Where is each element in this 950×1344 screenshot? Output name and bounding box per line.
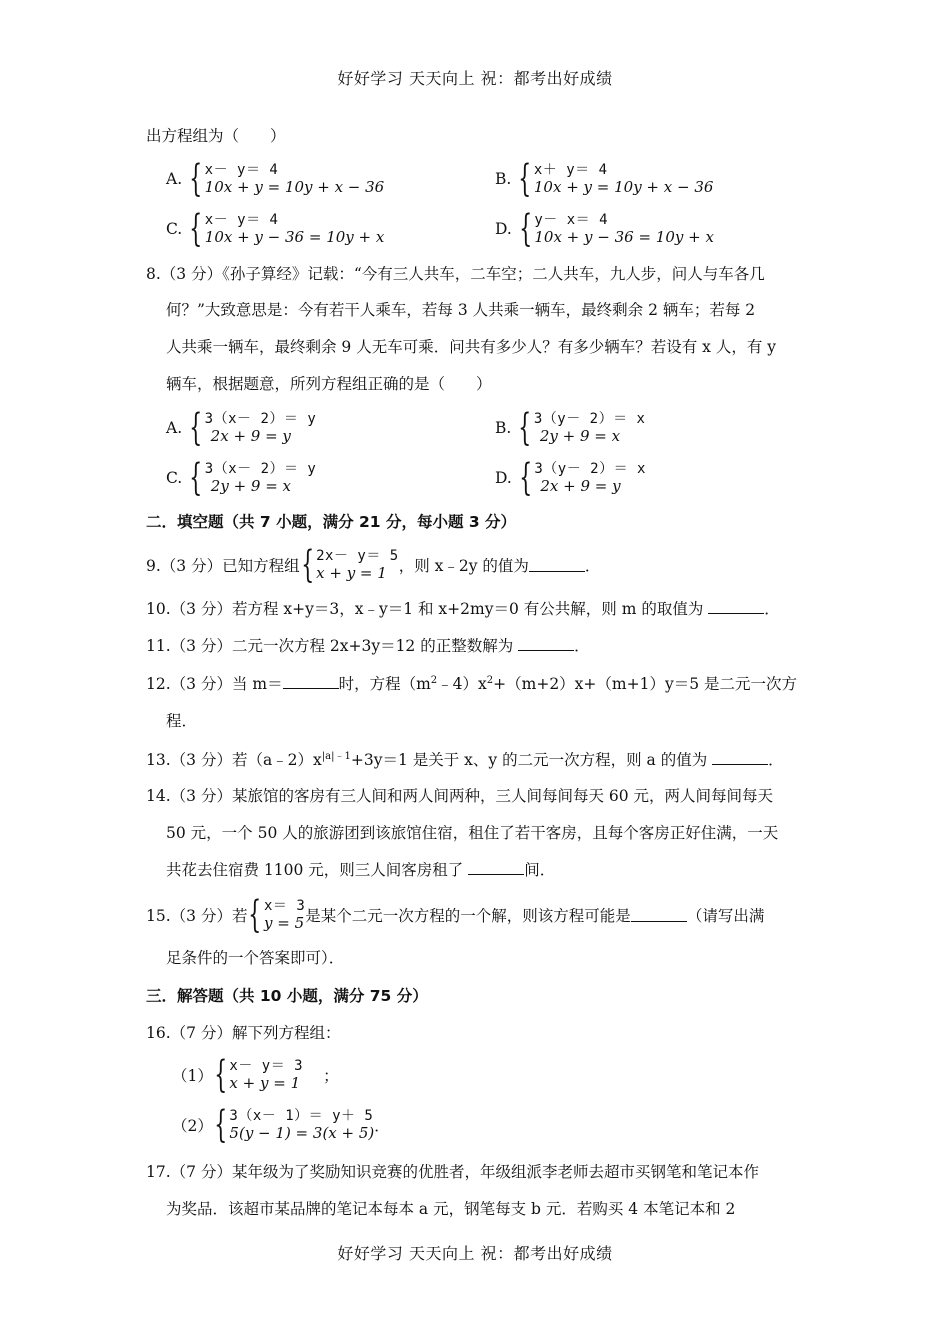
q12-line2: 程． (166, 712, 198, 730)
eq-top: x＝ 3 (264, 897, 306, 914)
q7-option-d[interactable] (495, 207, 714, 250)
q11-end: ． (574, 637, 590, 655)
brace-icon: { (189, 207, 203, 250)
q8-option-b[interactable] (495, 406, 646, 449)
q10-text: 10.（3 分）若方程 x+y＝3，x﹣y＝1 和 x+2my＝0 有公共解，则 m 的取值为 (146, 600, 709, 618)
eq-top: x－ y＝ 4 (204, 211, 279, 228)
part-end: ； (323, 1066, 339, 1085)
q11-text: 11.（3 分）二元一次方程 2x+3y＝12 的正整数解为 (146, 637, 519, 655)
q7-tail: 出方程组为（ ） (146, 127, 286, 145)
page-header: 好好学习 天天向上 祝：都考出好成绩 (337, 69, 613, 88)
answer-blank[interactable] (708, 599, 764, 614)
q7-option-b[interactable] (495, 157, 714, 200)
option-label: C. (166, 219, 183, 238)
eq-top: 3（x－ 1）＝ y＋ 5 (229, 1107, 374, 1124)
eq-top: 3（x－ 2）＝ y (204, 410, 317, 427)
part-end: ． (374, 1116, 390, 1135)
q16-part2 (172, 1103, 390, 1146)
q15-end: （请写出满 (686, 906, 765, 925)
q9 (146, 543, 601, 586)
q9-pre: 9.（3 分）已知方程组 (146, 556, 300, 575)
q13 (146, 747, 784, 770)
q12-mid: 时，方程（m (338, 675, 431, 693)
eq-bottom: 10x + y = 10y + x − 36 (533, 177, 714, 196)
brace-icon: { (189, 456, 203, 499)
answer-blank[interactable] (631, 907, 687, 922)
eq-top: 3（x－ 2）＝ y (204, 460, 317, 477)
answer-blank[interactable] (712, 750, 768, 765)
q15 (146, 893, 765, 936)
brace-icon: { (518, 157, 532, 200)
eq-bottom: 2y + 9 = x (210, 476, 292, 495)
brace-icon: { (518, 406, 532, 449)
option-label: B. (495, 169, 512, 188)
q13-end: ． (768, 751, 784, 770)
option-label: D. (495, 468, 512, 487)
option-label: D. (495, 219, 512, 238)
eq-bottom: x + y = 1 (316, 563, 387, 582)
q11 (146, 634, 590, 656)
q7-option-a[interactable] (166, 157, 385, 200)
q17-line: 为奖品．该超市某品牌的笔记本每本 a 元，钢笔每支 b 元．若购买 4 本笔记本和 2 (166, 1200, 736, 1218)
brace-icon: { (248, 893, 262, 936)
q8-option-a[interactable] (166, 406, 317, 449)
section-title: 三．解答题（共 10 小题，满分 75 分） (146, 987, 428, 1005)
q14-line3 (166, 858, 555, 880)
eq-bottom: x + y = 1 (229, 1073, 301, 1092)
q14-line: 14.（3 分）某旅馆的客房有三人间和两人间两种，三人间每间每天 60 元，两人间每间每天 (146, 787, 774, 805)
eq-top: 3（y－ 2）＝ x (533, 410, 646, 427)
exponent: |a|﹣1 (321, 751, 351, 762)
q15-line2: 足条件的一个答案即可）． (166, 949, 345, 967)
brace-icon: { (214, 1053, 228, 1096)
q8-line: 辆车，根据题意，所列方程组正确的是（ ） (166, 375, 492, 393)
q9-post: ，则 x﹣2y 的值为 (398, 556, 529, 575)
eq-bottom: 10x + y = 10y + x − 36 (204, 177, 385, 196)
eq-bottom: y = 5 (264, 913, 305, 932)
option-label: A. (166, 169, 183, 188)
q9-end: ． (584, 556, 601, 575)
answer-blank[interactable] (468, 860, 524, 875)
q14-line: 50 元，一个 50 人的旅游团到该旅馆住宿，租住了若干客房，且每个客房正好住满，一天 (166, 824, 779, 842)
q8-line: 8.（3 分）《孙子算经》记载：“今有三人共车，二车空；二人共车，九人步，问人与车各几 (146, 265, 765, 283)
q12 (146, 672, 797, 694)
q8-option-d[interactable] (495, 456, 646, 499)
brace-icon: { (189, 406, 203, 449)
q10-end: ． (764, 600, 780, 618)
q15-pre: 15.（3 分）若 (146, 906, 248, 925)
part-label: （2） (172, 1116, 213, 1135)
brace-icon: { (519, 456, 533, 499)
brace-icon: { (300, 543, 314, 586)
brace-icon: { (214, 1103, 228, 1146)
q13-post: +3y＝1 是关于 x、y 的二元一次方程，则 a 的值为 (350, 751, 713, 770)
eq-bottom: 5(y − 1) = 3(x + 5) (229, 1123, 375, 1142)
eq-bottom: 10x + y − 36 = 10y + x (534, 227, 714, 246)
part-label: （1） (172, 1066, 213, 1085)
q12-post: +（m+2）x+（m+1）y＝5 是二元一次方 (493, 675, 797, 693)
q8-line: 人共乘一辆车，最终剩余 9 人无车可乘．问共有多少人？有多少辆车？若设有 x 人，有 y (166, 338, 776, 356)
q15-post: 是某个二元一次方程的一个解，则该方程可能是 (305, 906, 631, 925)
eq-bottom: 10x + y − 36 = 10y + x (204, 227, 385, 246)
eq-top: x－ y＝ 4 (204, 161, 279, 178)
q14-end: 间． (524, 861, 556, 879)
option-label: A. (166, 418, 183, 437)
eq-top: 2x－ y＝ 5 (316, 547, 399, 564)
q8-option-c[interactable] (166, 456, 317, 499)
section-title: 二．填空题（共 7 小题，满分 21 分，每小题 3 分） (146, 513, 517, 531)
eq-top: x＋ y＝ 4 (533, 161, 608, 178)
eq-top: y－ x＝ 4 (534, 211, 609, 228)
q13-pre: 13.（3 分）若（a﹣2）x (146, 751, 322, 770)
brace-icon: { (519, 207, 533, 250)
answer-blank[interactable] (529, 557, 585, 572)
eq-bottom: 2y + 9 = x (539, 426, 621, 445)
eq-bottom: 2x + 9 = y (210, 426, 291, 445)
q16-part1 (172, 1053, 339, 1096)
q8-line: 何？”大致意思是：今有若干人乘车，若每 3 人共乘一辆车，最终剩余 2 辆车；若每 2 (166, 301, 756, 319)
q10 (146, 597, 780, 619)
page-footer: 好好学习 天天向上 祝：都考出好成绩 (337, 1244, 613, 1263)
q16-title: 16.（7 分）解下列方程组： (146, 1024, 341, 1042)
eq-bottom: 2x + 9 = y (540, 476, 621, 495)
eq-top: 3（y－ 2）＝ x (534, 460, 646, 477)
option-label: C. (166, 468, 183, 487)
option-label: B. (495, 418, 512, 437)
q12-mid2: ﹣4）x (437, 675, 487, 693)
q12-pre: 12.（3 分）当 m＝ (146, 675, 283, 693)
q17-line: 17.（7 分）某年级为了奖励知识竞赛的优胜者，年级组派李老师去超市买钢笔和笔记本作 (146, 1163, 759, 1181)
q7-option-c[interactable] (166, 207, 385, 250)
answer-blank[interactable] (518, 636, 574, 651)
exponent: 2 (430, 674, 438, 686)
answer-blank[interactable] (283, 674, 339, 689)
eq-top: x－ y＝ 3 (229, 1057, 304, 1074)
exponent: 2 (486, 674, 494, 686)
brace-icon: { (189, 157, 203, 200)
q14-text: 共花去住宿费 1100 元，则三人间客房租了 (166, 861, 469, 879)
